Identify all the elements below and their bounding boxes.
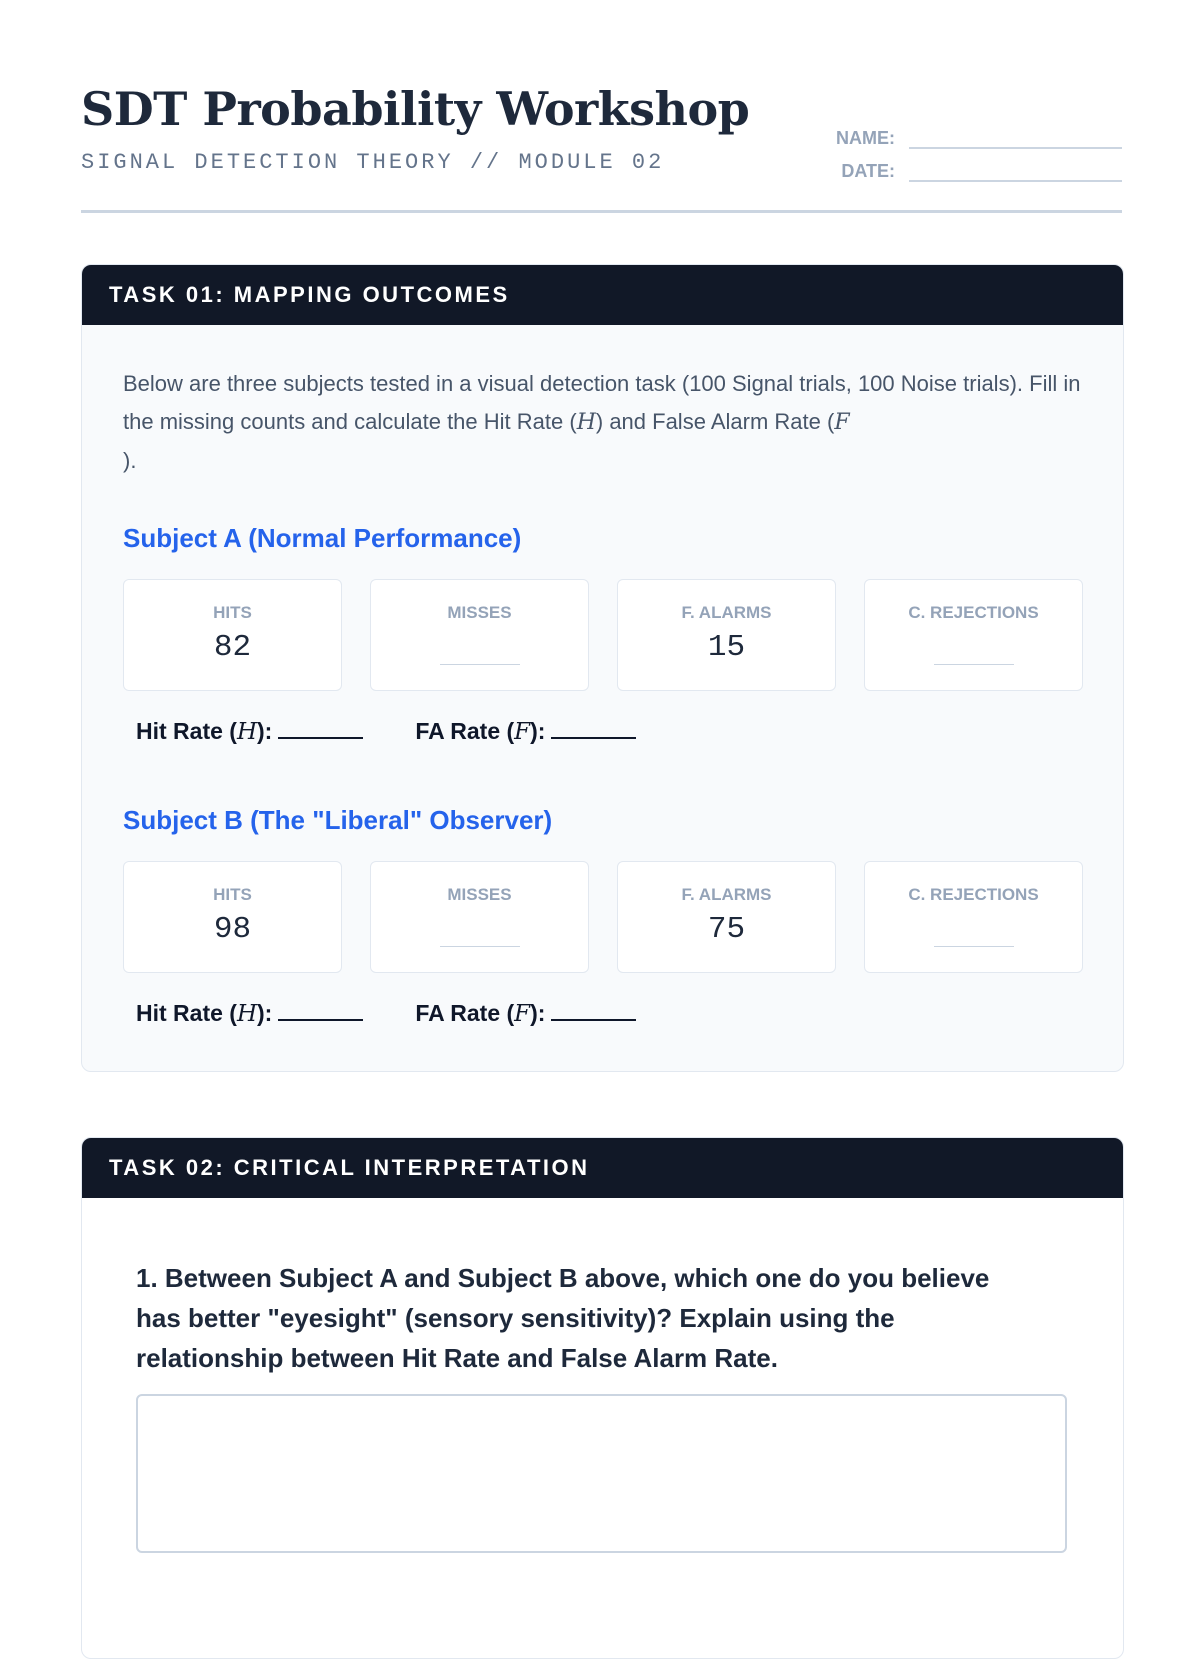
task-01-heading: TASK 01: MAPPING OUTCOMES: [109, 282, 510, 307]
subject-b-false-alarms-card: [617, 861, 836, 973]
card-label: F. ALARMS: [681, 603, 772, 622]
name-row: [822, 116, 1122, 149]
rate-suffix: ):: [530, 718, 546, 744]
date-row: [822, 149, 1122, 182]
card-label: MISSES: [447, 885, 512, 904]
subject-a-title: Subject A (Normal Performance): [123, 523, 522, 553]
subject-b-fa-rate: [415, 999, 636, 1027]
subject-a-misses-card[interactable]: [370, 579, 589, 691]
page-title: SDT Probability Workshop: [81, 82, 750, 136]
card-label: C. REJECTIONS: [908, 603, 1039, 622]
rate-suffix: ):: [257, 718, 273, 744]
page-subtitle: SIGNAL DETECTION THEORY // MODULE 02: [81, 150, 665, 175]
subject-a-hit-rate: [136, 717, 363, 745]
rate-variable: F: [514, 1001, 531, 1027]
subject-a-hits-card: [123, 579, 342, 691]
subject-b-title: Subject B (The "Liberal" Observer): [123, 805, 553, 835]
card-value: 15: [707, 630, 746, 665]
subject-a-rates: [136, 717, 636, 745]
hit-rate-blank[interactable]: [278, 717, 363, 739]
card-label: F. ALARMS: [681, 885, 772, 904]
task-02-heading: TASK 02: CRITICAL INTERPRETATION: [109, 1155, 590, 1180]
subject-b-correct-rejections-card[interactable]: [864, 861, 1083, 973]
task-01-header: [82, 265, 1123, 325]
answer-blank[interactable]: [440, 946, 520, 947]
card-value: 82: [213, 630, 252, 665]
hit-rate-blank[interactable]: [278, 999, 363, 1021]
subject-a-fa-rate: [415, 717, 636, 745]
rate-suffix: ):: [530, 1000, 546, 1026]
subject-a-cards: [123, 579, 1083, 691]
task-02-section: [81, 1137, 1124, 1659]
date-label: DATE:: [841, 161, 895, 181]
subject-a-false-alarms-card: [617, 579, 836, 691]
fa-rate-blank[interactable]: [551, 999, 636, 1021]
subject-b-hit-rate: [136, 999, 363, 1027]
worksheet-page: [81, 0, 1122, 1373]
card-label: MISSES: [447, 603, 512, 622]
fa-rate-blank[interactable]: [551, 717, 636, 739]
task-01-instructions: [123, 365, 1083, 480]
rate-variable: H: [236, 1001, 258, 1027]
student-info: [822, 116, 1122, 182]
card-label: C. REJECTIONS: [908, 885, 1039, 904]
rate-variable: H: [236, 719, 258, 745]
rate-label: FA Rate (: [415, 1000, 515, 1026]
intro-text: Below are three subjects tested in a visual detection task (100 Signal trials, 100 Noise trials). Fill in the missing counts and calculate the Hit Rate (H) and False Alarm Rate (F ).: [123, 371, 1081, 473]
name-field[interactable]: [909, 127, 1122, 149]
subject-b-cards: [123, 861, 1083, 973]
rate-label: Hit Rate (: [136, 1000, 237, 1026]
name-label: NAME:: [836, 128, 895, 148]
rate-suffix: ):: [257, 1000, 273, 1026]
date-field[interactable]: [909, 160, 1122, 182]
subject-b-misses-card[interactable]: [370, 861, 589, 973]
question-1: 1. Between Subject A and Subject B above, which one do you believe has better "eyesight" (sensory sensitivity)? Explain using the relationship between Hit Rate and False Alarm Rate.: [136, 1263, 990, 1373]
answer-blank[interactable]: [934, 664, 1014, 665]
rate-label: FA Rate (: [415, 718, 515, 744]
task-02-header: [82, 1138, 1123, 1198]
worksheet-header: [81, 0, 1122, 213]
card-value: 75: [707, 912, 746, 947]
answer-blank[interactable]: [440, 664, 520, 665]
task-01-section: [81, 264, 1124, 1072]
card-value: 98: [213, 912, 252, 947]
rate-variable: F: [514, 719, 531, 745]
subject-a-correct-rejections-card[interactable]: [864, 579, 1083, 691]
subject-b-rates: [136, 999, 636, 1027]
question-1-answer-box[interactable]: [136, 1394, 1067, 1553]
rate-label: Hit Rate (: [136, 718, 237, 744]
card-label: HITS: [213, 603, 252, 622]
card-label: HITS: [213, 885, 252, 904]
subject-b-hits-card: [123, 861, 342, 973]
answer-blank[interactable]: [934, 946, 1014, 947]
